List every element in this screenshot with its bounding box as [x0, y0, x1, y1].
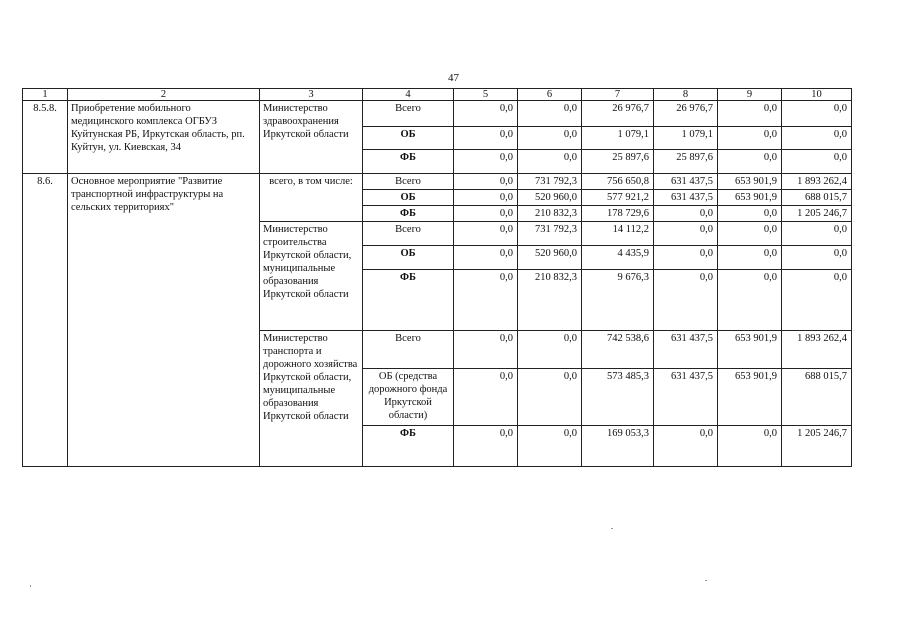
- value-cell: 0,0: [718, 222, 782, 246]
- value-cell: 25 897,6: [582, 150, 654, 174]
- executor: Министерство транспорта и дорожного хозяйства Иркутской области, муниципальные образования Иркутской области: [260, 331, 363, 467]
- source-cell: Всего: [363, 101, 454, 127]
- value-cell: 0,0: [654, 270, 718, 331]
- value-cell: 0,0: [454, 246, 518, 270]
- col-header: 8: [654, 89, 718, 101]
- value-cell: 573 485,3: [582, 369, 654, 426]
- source-cell: ОБ: [363, 246, 454, 270]
- value-cell: 26 976,7: [654, 101, 718, 127]
- value-cell: 0,0: [782, 246, 852, 270]
- value-cell: 169 053,3: [582, 426, 654, 467]
- value-cell: 653 901,9: [718, 331, 782, 369]
- value-cell: 756 650,8: [582, 174, 654, 190]
- value-cell: 0,0: [654, 426, 718, 467]
- executor: всего, в том числе:: [260, 174, 363, 222]
- source-cell: Всего: [363, 174, 454, 190]
- budget-table: [22, 88, 852, 467]
- value-cell: 14 112,2: [582, 222, 654, 246]
- value-cell: 688 015,7: [782, 369, 852, 426]
- value-cell: 0,0: [454, 270, 518, 331]
- value-cell: 742 538,6: [582, 331, 654, 369]
- value-cell: 0,0: [454, 206, 518, 222]
- value-cell: 0,0: [518, 101, 582, 127]
- value-cell: 0,0: [654, 246, 718, 270]
- value-cell: 0,0: [454, 222, 518, 246]
- source-cell: Всего: [363, 222, 454, 246]
- value-cell: 0,0: [718, 127, 782, 150]
- value-cell: 0,0: [654, 206, 718, 222]
- value-cell: 653 901,9: [718, 369, 782, 426]
- source-cell: ФБ: [363, 270, 454, 331]
- value-cell: 0,0: [718, 270, 782, 331]
- value-cell: 0,0: [518, 150, 582, 174]
- value-cell: 631 437,5: [654, 331, 718, 369]
- value-cell: 653 901,9: [718, 190, 782, 206]
- value-cell: 1 205 246,7: [782, 206, 852, 222]
- value-cell: 0,0: [454, 101, 518, 127]
- source-cell: ОБ: [363, 190, 454, 206]
- value-cell: 0,0: [518, 127, 582, 150]
- page-number: 47: [448, 72, 459, 84]
- scan-speck: [611, 528, 613, 529]
- value-cell: 1 893 262,4: [782, 331, 852, 369]
- source-cell: ФБ: [363, 426, 454, 467]
- value-cell: 4 435,9: [582, 246, 654, 270]
- value-cell: 25 897,6: [654, 150, 718, 174]
- value-cell: 577 921,2: [582, 190, 654, 206]
- value-cell: 0,0: [782, 222, 852, 246]
- value-cell: 0,0: [454, 190, 518, 206]
- value-cell: 0,0: [782, 270, 852, 331]
- col-header: 3: [260, 89, 363, 101]
- value-cell: 0,0: [718, 246, 782, 270]
- scan-speck: [30, 585, 31, 587]
- value-cell: 520 960,0: [518, 190, 582, 206]
- value-cell: 0,0: [718, 206, 782, 222]
- executor: Министерство строительства Иркутской области, муниципальные образования Иркутской области: [260, 222, 363, 331]
- scan-speck: [705, 580, 707, 581]
- value-cell: 0,0: [454, 331, 518, 369]
- value-cell: 0,0: [654, 222, 718, 246]
- value-cell: 1 893 262,4: [782, 174, 852, 190]
- item-name: Приобретение мобильного медицинского комплекса ОГБУЗ Куйтунская РБ, Иркутская область, рп. Куйтун, ул. Киевская, 34: [68, 101, 260, 174]
- value-cell: 1 205 246,7: [782, 426, 852, 467]
- value-cell: 0,0: [782, 150, 852, 174]
- value-cell: 0,0: [518, 369, 582, 426]
- col-header: 6: [518, 89, 582, 101]
- value-cell: 0,0: [718, 426, 782, 467]
- value-cell: 0,0: [454, 150, 518, 174]
- source-cell: Всего: [363, 331, 454, 369]
- table-row: [23, 174, 852, 190]
- value-cell: 653 901,9: [718, 174, 782, 190]
- source-cell: ОБ: [363, 127, 454, 150]
- col-header: 1: [23, 89, 68, 101]
- source-cell: ФБ: [363, 150, 454, 174]
- value-cell: 0,0: [518, 331, 582, 369]
- executor: Министерство здравоохранения Иркутской области: [260, 101, 363, 174]
- value-cell: 631 437,5: [654, 369, 718, 426]
- table-row: [23, 101, 852, 127]
- item-number: 8.5.8.: [23, 101, 68, 174]
- col-header: 5: [454, 89, 518, 101]
- item-name: Основное мероприятие "Развитие транспортной инфраструктуры на сельских территориях": [68, 174, 260, 467]
- value-cell: 0,0: [454, 174, 518, 190]
- col-header: 4: [363, 89, 454, 101]
- value-cell: 26 976,7: [582, 101, 654, 127]
- item-number: 8.6.: [23, 174, 68, 467]
- value-cell: 210 832,3: [518, 270, 582, 331]
- value-cell: 731 792,3: [518, 222, 582, 246]
- col-header: 2: [68, 89, 260, 101]
- value-cell: 631 437,5: [654, 190, 718, 206]
- col-header: 9: [718, 89, 782, 101]
- value-cell: 520 960,0: [518, 246, 582, 270]
- value-cell: 0,0: [518, 426, 582, 467]
- col-header: 7: [582, 89, 654, 101]
- value-cell: 0,0: [454, 369, 518, 426]
- value-cell: 0,0: [454, 127, 518, 150]
- value-cell: 178 729,6: [582, 206, 654, 222]
- value-cell: 731 792,3: [518, 174, 582, 190]
- value-cell: 1 079,1: [582, 127, 654, 150]
- col-header: 10: [782, 89, 852, 101]
- value-cell: 1 079,1: [654, 127, 718, 150]
- header-row: [23, 89, 852, 101]
- value-cell: 688 015,7: [782, 190, 852, 206]
- value-cell: 0,0: [718, 150, 782, 174]
- value-cell: 210 832,3: [518, 206, 582, 222]
- source-cell: ФБ: [363, 206, 454, 222]
- value-cell: 631 437,5: [654, 174, 718, 190]
- source-cell: ОБ (средства дорожного фонда Иркутской области): [363, 369, 454, 426]
- value-cell: 0,0: [454, 426, 518, 467]
- value-cell: 0,0: [782, 127, 852, 150]
- value-cell: 9 676,3: [582, 270, 654, 331]
- value-cell: 0,0: [718, 101, 782, 127]
- value-cell: 0,0: [782, 101, 852, 127]
